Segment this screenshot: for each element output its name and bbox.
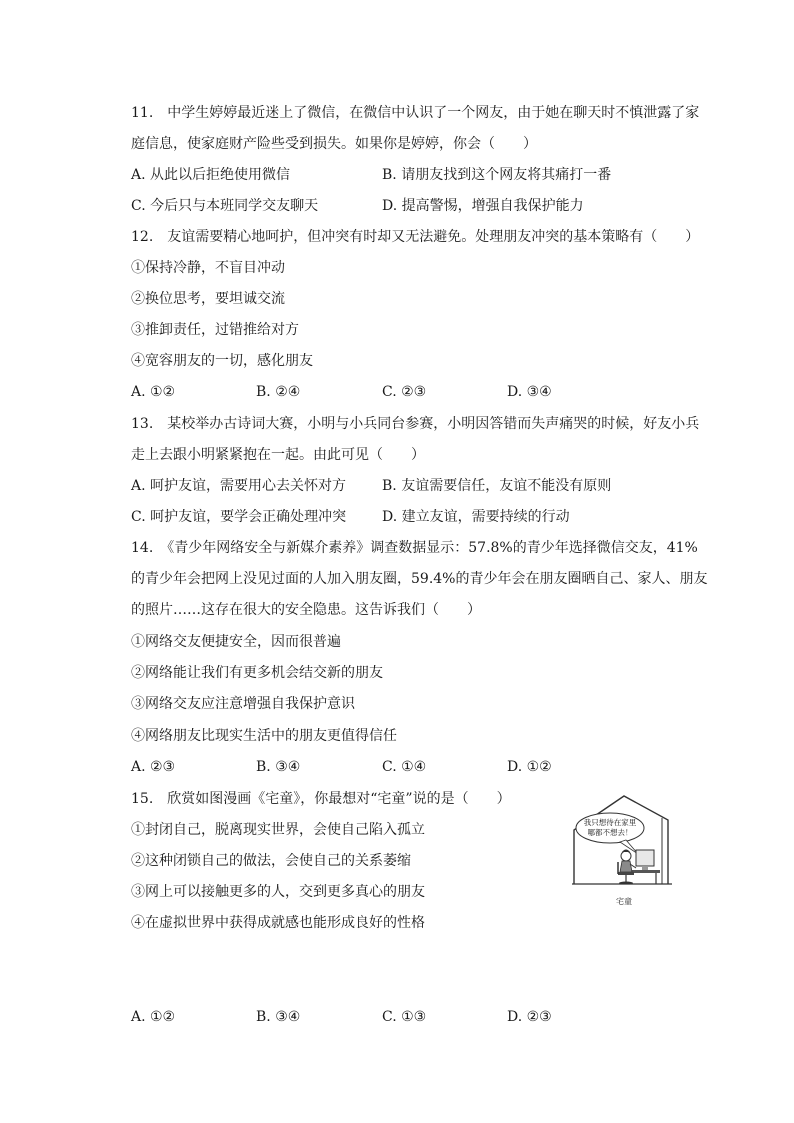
q15-statement-4: ④在虚拟世界中获得成就感也能形成良好的性格 bbox=[131, 915, 425, 931]
q12-statement-3: ③推卸责任，过错推给对方 bbox=[131, 322, 299, 338]
child-body bbox=[620, 861, 632, 872]
q14-option-d: D. ①② bbox=[507, 759, 552, 775]
q15-option-c: C. ①③ bbox=[382, 1009, 427, 1025]
monitor-stand bbox=[642, 866, 648, 870]
child-head bbox=[621, 851, 631, 861]
q14-option-b: B. ③④ bbox=[256, 759, 301, 775]
q11-option-c: C. 今后只与本班同学交友聊天 bbox=[131, 198, 319, 214]
q14-statement-1: ①网络交友便捷安全，因而很普遍 bbox=[131, 634, 341, 650]
q12-option-d: D. ③④ bbox=[507, 384, 552, 400]
q13-option-a: A. 呵护友谊，需要用心去关怀对方 bbox=[131, 478, 347, 494]
q14-option-c: C. ①④ bbox=[382, 759, 427, 775]
q15-stem: 15. 欣赏如图漫画《宅童》，你最想对“宅童”说的是（ ） bbox=[131, 791, 511, 807]
q13-stem-line2: 走上去跟小明紧紧抱在一起。由此可见（ ） bbox=[131, 447, 425, 463]
comic-illustration bbox=[572, 792, 676, 912]
bubble-text-line2: 哪都不想去！ bbox=[587, 828, 633, 837]
q15-statement-3: ③网上可以接触更多的人，交到更多真心的朋友 bbox=[131, 884, 425, 900]
q15-option-a: A. ①② bbox=[131, 1009, 176, 1025]
q14-statement-3: ③网络交友应注意增强自我保护意识 bbox=[131, 696, 355, 712]
q12-statement-2: ②换位思考，要坦诚交流 bbox=[131, 291, 285, 307]
q12-option-c: C. ②③ bbox=[382, 384, 427, 400]
q15-statement-2: ②这种闭锁自己的做法，会使自己的关系萎缩 bbox=[131, 853, 411, 869]
q15-option-b: B. ③④ bbox=[256, 1009, 301, 1025]
monitor bbox=[636, 850, 654, 866]
q14-statement-2: ②网络能让我们有更多机会结交新的朋友 bbox=[131, 665, 383, 681]
chair-seat bbox=[618, 872, 634, 875]
q12-option-b: B. ②④ bbox=[256, 384, 301, 400]
q12-stem: 12. 友谊需要精心地呵护，但冲突有时却又无法避免。处理朋友冲突的基本策略有（ ） bbox=[131, 229, 700, 245]
q14-stem-line1: 14. 《青少年网络安全与新媒介素养》调查数据显示：57.8%的青少年选择微信交友，41% bbox=[131, 540, 698, 556]
q13-option-b: B. 友谊需要信任，友谊不能没有原则 bbox=[382, 478, 612, 494]
q15-statement-1: ①封闭自己，脱离现实世界，会使自己陷入孤立 bbox=[131, 822, 425, 838]
q11-stem-line1: 11. 中学生婷婷最近迷上了微信，在微信中认识了一个网友，由于她在聊天时不慎泄露了家 bbox=[131, 105, 700, 121]
q12-option-a: A. ①② bbox=[131, 384, 176, 400]
q11-option-b: B. 请朋友找到这个网友将其痛打一番 bbox=[382, 167, 612, 183]
q15-option-d: D. ②③ bbox=[507, 1009, 552, 1025]
q12-statement-1: ①保持冷静，不盲目冲动 bbox=[131, 260, 285, 276]
q14-stem-line3: 的照片……这存在很大的安全隐患。这告诉我们（ ） bbox=[131, 602, 481, 618]
q14-statement-4: ④网络朋友比现实生活中的朋友更值得信任 bbox=[131, 728, 397, 744]
q14-stem-line2: 的青少年会把网上没见过面的人加入朋友圈，59.4%的青少年会在朋友圈晒自己、家人、朋友 bbox=[131, 571, 708, 587]
q14-option-a: A. ②③ bbox=[131, 759, 176, 775]
comic-zhaitong bbox=[572, 792, 676, 912]
chair-base bbox=[619, 882, 633, 885]
desk bbox=[632, 870, 660, 873]
q11-option-d: D. 提高警惕，增强自我保护能力 bbox=[382, 198, 584, 214]
q13-option-c: C. 呵护友谊，要学会正确处理冲突 bbox=[131, 509, 347, 525]
q13-stem-line1: 13. 某校举办古诗词大赛，小明与小兵同台参赛，小明因答错而失声痛哭的时候，好友小兵 bbox=[131, 416, 700, 432]
q11-option-a: A. 从此以后拒绝使用微信 bbox=[131, 167, 291, 183]
q11-stem-line2: 庭信息，使家庭财产险些受到损失。如果你是婷婷，你会（ ） bbox=[131, 136, 537, 152]
q13-option-d: D. 建立友谊，需要持续的行动 bbox=[382, 509, 570, 525]
comic-caption: 宅童 bbox=[616, 897, 632, 906]
child-hair bbox=[622, 850, 630, 853]
bubble-text-line1: 我只想待在家里 bbox=[583, 818, 637, 827]
q12-statement-4: ④宽容朋友的一切，感化朋友 bbox=[131, 353, 313, 369]
